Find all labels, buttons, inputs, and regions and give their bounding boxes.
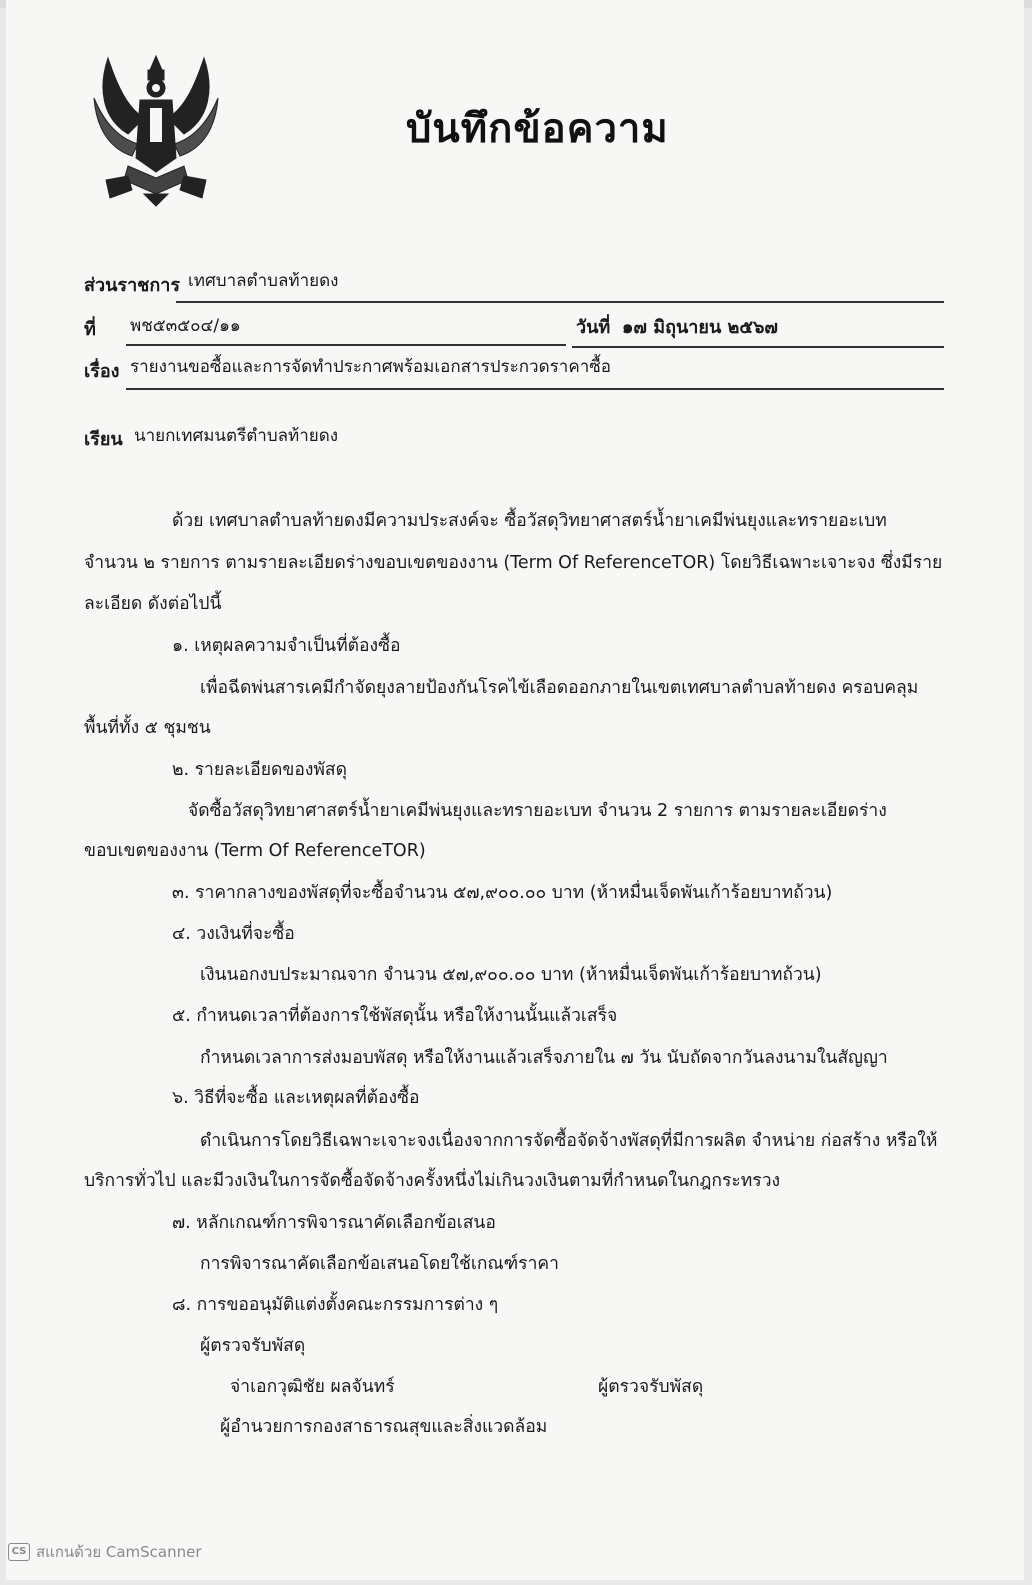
date-underline — [572, 346, 944, 348]
section-7-heading: ๗. หลักเกณฑ์การพิจารณาคัดเลือกข้อเสนอ — [172, 1213, 496, 1233]
section-8-line-1: ผู้ตรวจรับพัสดุ — [200, 1336, 306, 1356]
section-2-line-2: ขอบเขตของงาน (Term Of ReferenceTOR) — [84, 841, 426, 861]
watermark-text: สแกนด้วย CamScanner — [36, 1543, 202, 1561]
section-2-heading: ๒. รายละเอียดของพัสดุ — [172, 760, 347, 780]
intro-line-1: ด้วย เทศบาลตำบลท้ายดงมีความประสงค์จะ ซื้อวัสดุวิทยาศาสตร์น้ำยาเคมีพ่นยุงและทรายอะเบท — [172, 511, 887, 531]
ref-underline — [126, 344, 566, 346]
section-1-line-2: พื้นที่ทั้ง ๕ ชุมชน — [84, 718, 211, 738]
agency-underline — [176, 301, 944, 303]
agency-value: เทศบาลตำบลท้ายดง — [188, 271, 339, 291]
section-1-line-1: เพื่อฉีดพ่นสารเคมีกำจัดยุงลายป้องกันโรคไข้เลือดออกภายในเขตเทศบาลตำบลท้ายดง ครอบคลุม — [200, 678, 919, 698]
subject-value: รายงานขอซื้อและการจัดทำประกาศพร้อมเอกสารประกวดราคาซื้อ — [130, 357, 611, 377]
section-5-line-1: กำหนดเวลาการส่งมอบพัสดุ หรือให้งานแล้วเสร็จภายใน ๗ วัน นับถัดจากวันลงนามในสัญญา — [200, 1048, 888, 1068]
document-sheet — [6, 0, 1024, 1580]
section-7-line-1: การพิจารณาคัดเลือกข้อเสนอโดยใช้เกณฑ์ราคา — [200, 1254, 559, 1274]
section-3-heading: ๓. ราคากลางของพัสดุที่จะซื้อจำนวน ๕๗,๙๐๐.๐๐ บาท (ห้าหมื่นเจ็ดพันเก้าร้อยบาทถ้วน) — [172, 883, 833, 903]
section-4-line-1: เงินนอกงบประมาณจาก จำนวน ๕๗,๙๐๐.๐๐ บาท (ห้าหมื่นเจ็ดพันเก้าร้อยบาทถ้วน) — [200, 965, 822, 985]
section-4-heading: ๔. วงเงินที่จะซื้อ — [172, 924, 295, 944]
section-2-line-1: จัดซื้อวัสดุวิทยาศาสตร์น้ำยาเคมีพ่นยุงและทรายอะเบท จำนวน 2 รายการ ตามรายละเอียดร่าง — [188, 801, 887, 821]
committee-member-position: ผู้อำนวยการกองสาธารณสุขและสิ่งแวดล้อม — [220, 1417, 548, 1437]
garuda-emblem-icon — [88, 48, 224, 208]
ref-value: พช๕๓๕๐๔/๑๑ — [130, 316, 241, 336]
section-6-heading: ๖. วิธีที่จะซื้อ และเหตุผลที่ต้องซื้อ — [172, 1088, 420, 1108]
committee-member-name: จ่าเอกวุฒิชัย ผลจันทร์ — [230, 1377, 395, 1397]
intro-line-2: จำนวน ๒ รายการ ตามรายละเอียดร่างขอบเขตของงาน (Term Of ReferenceTOR) โดยวิธีเฉพาะเจาะจง ซึ่งมีราย — [84, 553, 943, 573]
subject-label: เรื่อง — [84, 361, 120, 382]
page-title: บันทึกข้อความ — [406, 106, 669, 152]
section-6-line-2: บริการทั่วไป และมีวงเงินในการจัดซื้อจัดจ้างครั้งหนึ่งไม่เกินวงเงินตามที่กำหนดในกฎกระทรวง — [84, 1171, 781, 1191]
camscanner-watermark — [8, 1540, 202, 1564]
date-value: ๑๗ มิถุนายน ๒๕๖๗ — [622, 317, 778, 338]
ref-label: ที่ — [84, 319, 96, 340]
section-8-heading: ๘. การขออนุมัติแต่งตั้งคณะกรรมการต่าง ๆ — [172, 1295, 499, 1315]
intro-line-3: ละเอียด ดังต่อไปนี้ — [84, 594, 222, 614]
to-label: เรียน — [84, 429, 123, 450]
committee-member-role: ผู้ตรวจรับพัสดุ — [598, 1377, 704, 1397]
section-5-heading: ๕. กำหนดเวลาที่ต้องการใช้พัสดุนั้น หรือให้งานนั้นแล้วเสร็จ — [172, 1006, 618, 1026]
section-1-heading: ๑. เหตุผลความจำเป็นที่ต้องซื้อ — [172, 636, 401, 656]
section-6-line-1: ดำเนินการโดยวิธีเฉพาะเจาะจงเนื่องจากการจัดซื้อจัดจ้างพัสดุที่มีการผลิต จำหน่าย ก่อสร้าง หรือให้ — [200, 1131, 938, 1151]
to-value: นายกเทศมนตรีตำบลท้ายดง — [134, 426, 339, 446]
date-label: วันที่ — [576, 317, 611, 338]
agency-label: ส่วนราชการ — [84, 275, 181, 296]
camscanner-logo-icon: CS — [8, 1543, 30, 1561]
subject-underline — [126, 388, 944, 390]
